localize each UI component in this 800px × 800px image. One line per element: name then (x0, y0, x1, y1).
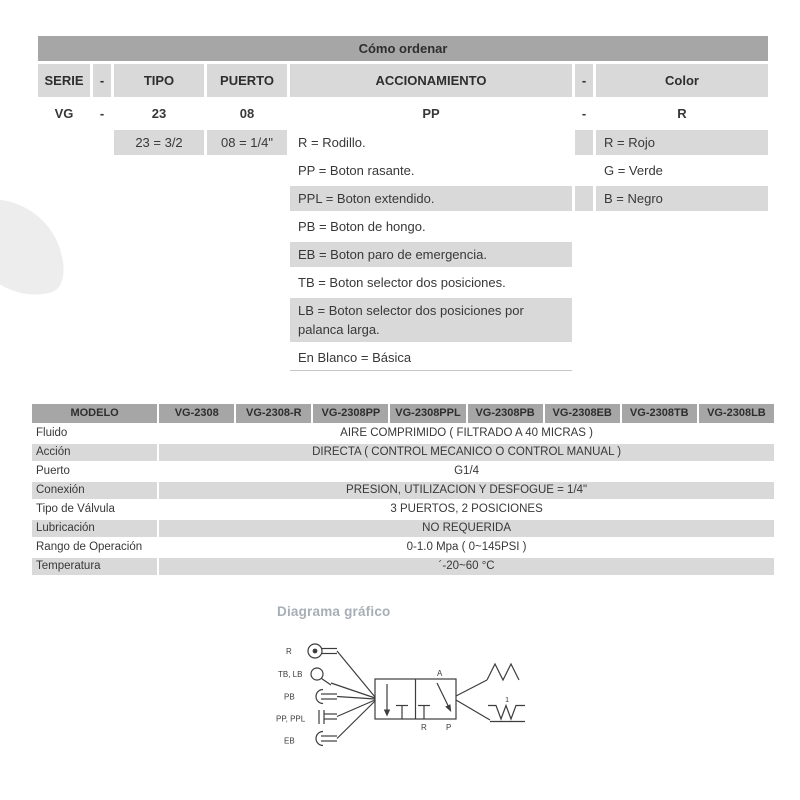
spec-value: G1/4 (454, 465, 480, 477)
spec-row-puerto (32, 463, 774, 480)
spec-value: NO REQUERIDA (159, 520, 774, 537)
option-row-3 (38, 186, 768, 211)
spec-row-fluido (32, 425, 774, 442)
spec-row-temperatura (32, 558, 774, 575)
dash2-shade-3 (575, 186, 593, 211)
spec-value: ´-20~60 °C (159, 558, 774, 575)
order-table-title: Cómo ordenar (38, 36, 768, 61)
acc-option-4: PB = Boton de hongo. (298, 219, 426, 234)
option-row-5 (38, 242, 768, 267)
col-header-puerto: PUERTO (207, 64, 287, 97)
spring-icon (456, 664, 519, 696)
example-serie: VG (54, 106, 74, 121)
acc-option-5: EB = Boton paro de emergencia. (290, 242, 572, 267)
spec-label: Lubricación (32, 520, 157, 537)
diagram-labels (276, 647, 509, 746)
col-header-color: Color (596, 64, 768, 97)
acc-option-1: R = Rodillo. (298, 135, 366, 150)
port-label-a: A (437, 669, 443, 678)
selector-actuator-icon (311, 668, 331, 685)
spec-header-8: VG-2308LB (699, 404, 774, 423)
diagram-lines (308, 644, 525, 746)
spec-label: Tipo de Válvula (36, 503, 115, 515)
color-option-1: R = Rojo (596, 130, 768, 155)
label-roller: R (286, 647, 292, 656)
col-header-dash1: - (93, 64, 111, 97)
push-button-icon (319, 710, 337, 724)
spec-value: 3 PUERTOS, 2 POSICIONES (390, 503, 543, 515)
emergency-button-icon (316, 732, 337, 746)
option-row-4 (38, 214, 768, 239)
puerto-option: 08 = 1/4" (207, 130, 287, 155)
label-eb: EB (284, 736, 295, 746)
order-table (35, 33, 771, 374)
color-option-3: B = Negro (596, 186, 768, 211)
order-example-row (38, 100, 768, 127)
example-puerto: 08 (239, 106, 255, 121)
port-label-p: P (446, 723, 452, 732)
spec-row-lubricacion (32, 520, 774, 537)
spec-header-3: VG-2308PP (313, 404, 388, 423)
acc-option-3: PPL = Boton extendido. (290, 186, 572, 211)
example-dash1: - (99, 106, 105, 121)
port-label-r: R (421, 723, 427, 732)
order-header-row (38, 64, 768, 97)
detent-number-label: 1 (505, 695, 510, 704)
option-row-2 (38, 158, 768, 183)
roller-actuator-icon (308, 644, 337, 658)
detent-icon (456, 700, 525, 722)
example-accionamiento: PP (422, 106, 440, 121)
acc-option-6: TB = Boton selector dos posiciones. (298, 275, 506, 290)
spec-row-conexion (32, 482, 774, 499)
spec-table-section (30, 402, 776, 577)
acc-option-7: LB = Boton selector dos posiciones por palanca larga. (290, 298, 572, 342)
spec-label: Fluido (36, 427, 68, 439)
color-option-2: G = Verde (604, 163, 663, 178)
spec-header-6: VG-2308EB (545, 404, 620, 423)
label-pp-ppl: PP, PPL (276, 714, 306, 724)
valve-schematic-diagram (237, 633, 572, 768)
spec-header-5: VG-2308PB (468, 404, 543, 423)
acc-option-2: PP = Boton rasante. (298, 163, 415, 178)
option-row-7 (38, 298, 768, 342)
col-header-serie: SERIE (38, 64, 90, 97)
spec-header-7: VG-2308TB (622, 404, 697, 423)
spec-value: AIRE COMPRIMIDO ( FILTRADO A 40 MICRAS ) (340, 427, 593, 439)
spec-header-1: VG-2308 (159, 404, 234, 423)
spec-label: Acción (32, 444, 157, 461)
spec-header-4: VG-2308PPL (390, 404, 465, 423)
option-row-8 (38, 345, 768, 371)
diagram-title: Diagrama gráfico (277, 604, 391, 619)
col-header-tipo: TIPO (114, 64, 204, 97)
col-header-dash2: - (575, 64, 593, 97)
label-pb: PB (284, 692, 295, 702)
option-row-6 (38, 270, 768, 295)
spec-header-row (32, 404, 774, 423)
leader-lines (331, 651, 375, 739)
spec-row-accion (32, 444, 774, 461)
example-color: R (677, 106, 687, 121)
mushroom-button-icon (316, 690, 337, 704)
spec-row-rango (32, 539, 774, 556)
order-title-row (38, 36, 768, 61)
spec-header-modelo: MODELO (32, 404, 157, 423)
col-header-accionamiento: ACCIONAMIENTO (290, 64, 572, 97)
spec-label: Temperatura (32, 558, 157, 575)
spec-value: DIRECTA ( CONTROL MECANICO O CONTROL MANUAL ) (159, 444, 774, 461)
order-table-section (35, 33, 771, 374)
spec-table (30, 402, 776, 577)
option-row-1 (38, 130, 768, 155)
spec-label: Puerto (36, 465, 70, 477)
acc-option-8: En Blanco = Básica (290, 345, 572, 371)
label-selector: TB, LB (278, 670, 303, 679)
tipo-option: 23 = 3/2 (114, 130, 204, 155)
spec-label: Conexión (32, 482, 157, 499)
valve-body (375, 679, 456, 719)
spec-header-2: VG-2308-R (236, 404, 311, 423)
example-dash2: - (581, 106, 587, 121)
spec-value: PRESION, UTILIZACION Y DESFOGUE = 1/4" (159, 482, 774, 499)
spec-value: 0-1.0 Mpa ( 0~145PSI ) (406, 541, 527, 553)
spec-row-tipo-valvula (32, 501, 774, 518)
spec-label: Rango de Operación (36, 541, 143, 553)
example-tipo: 23 (151, 106, 167, 121)
dash2-shade-1 (575, 130, 593, 155)
